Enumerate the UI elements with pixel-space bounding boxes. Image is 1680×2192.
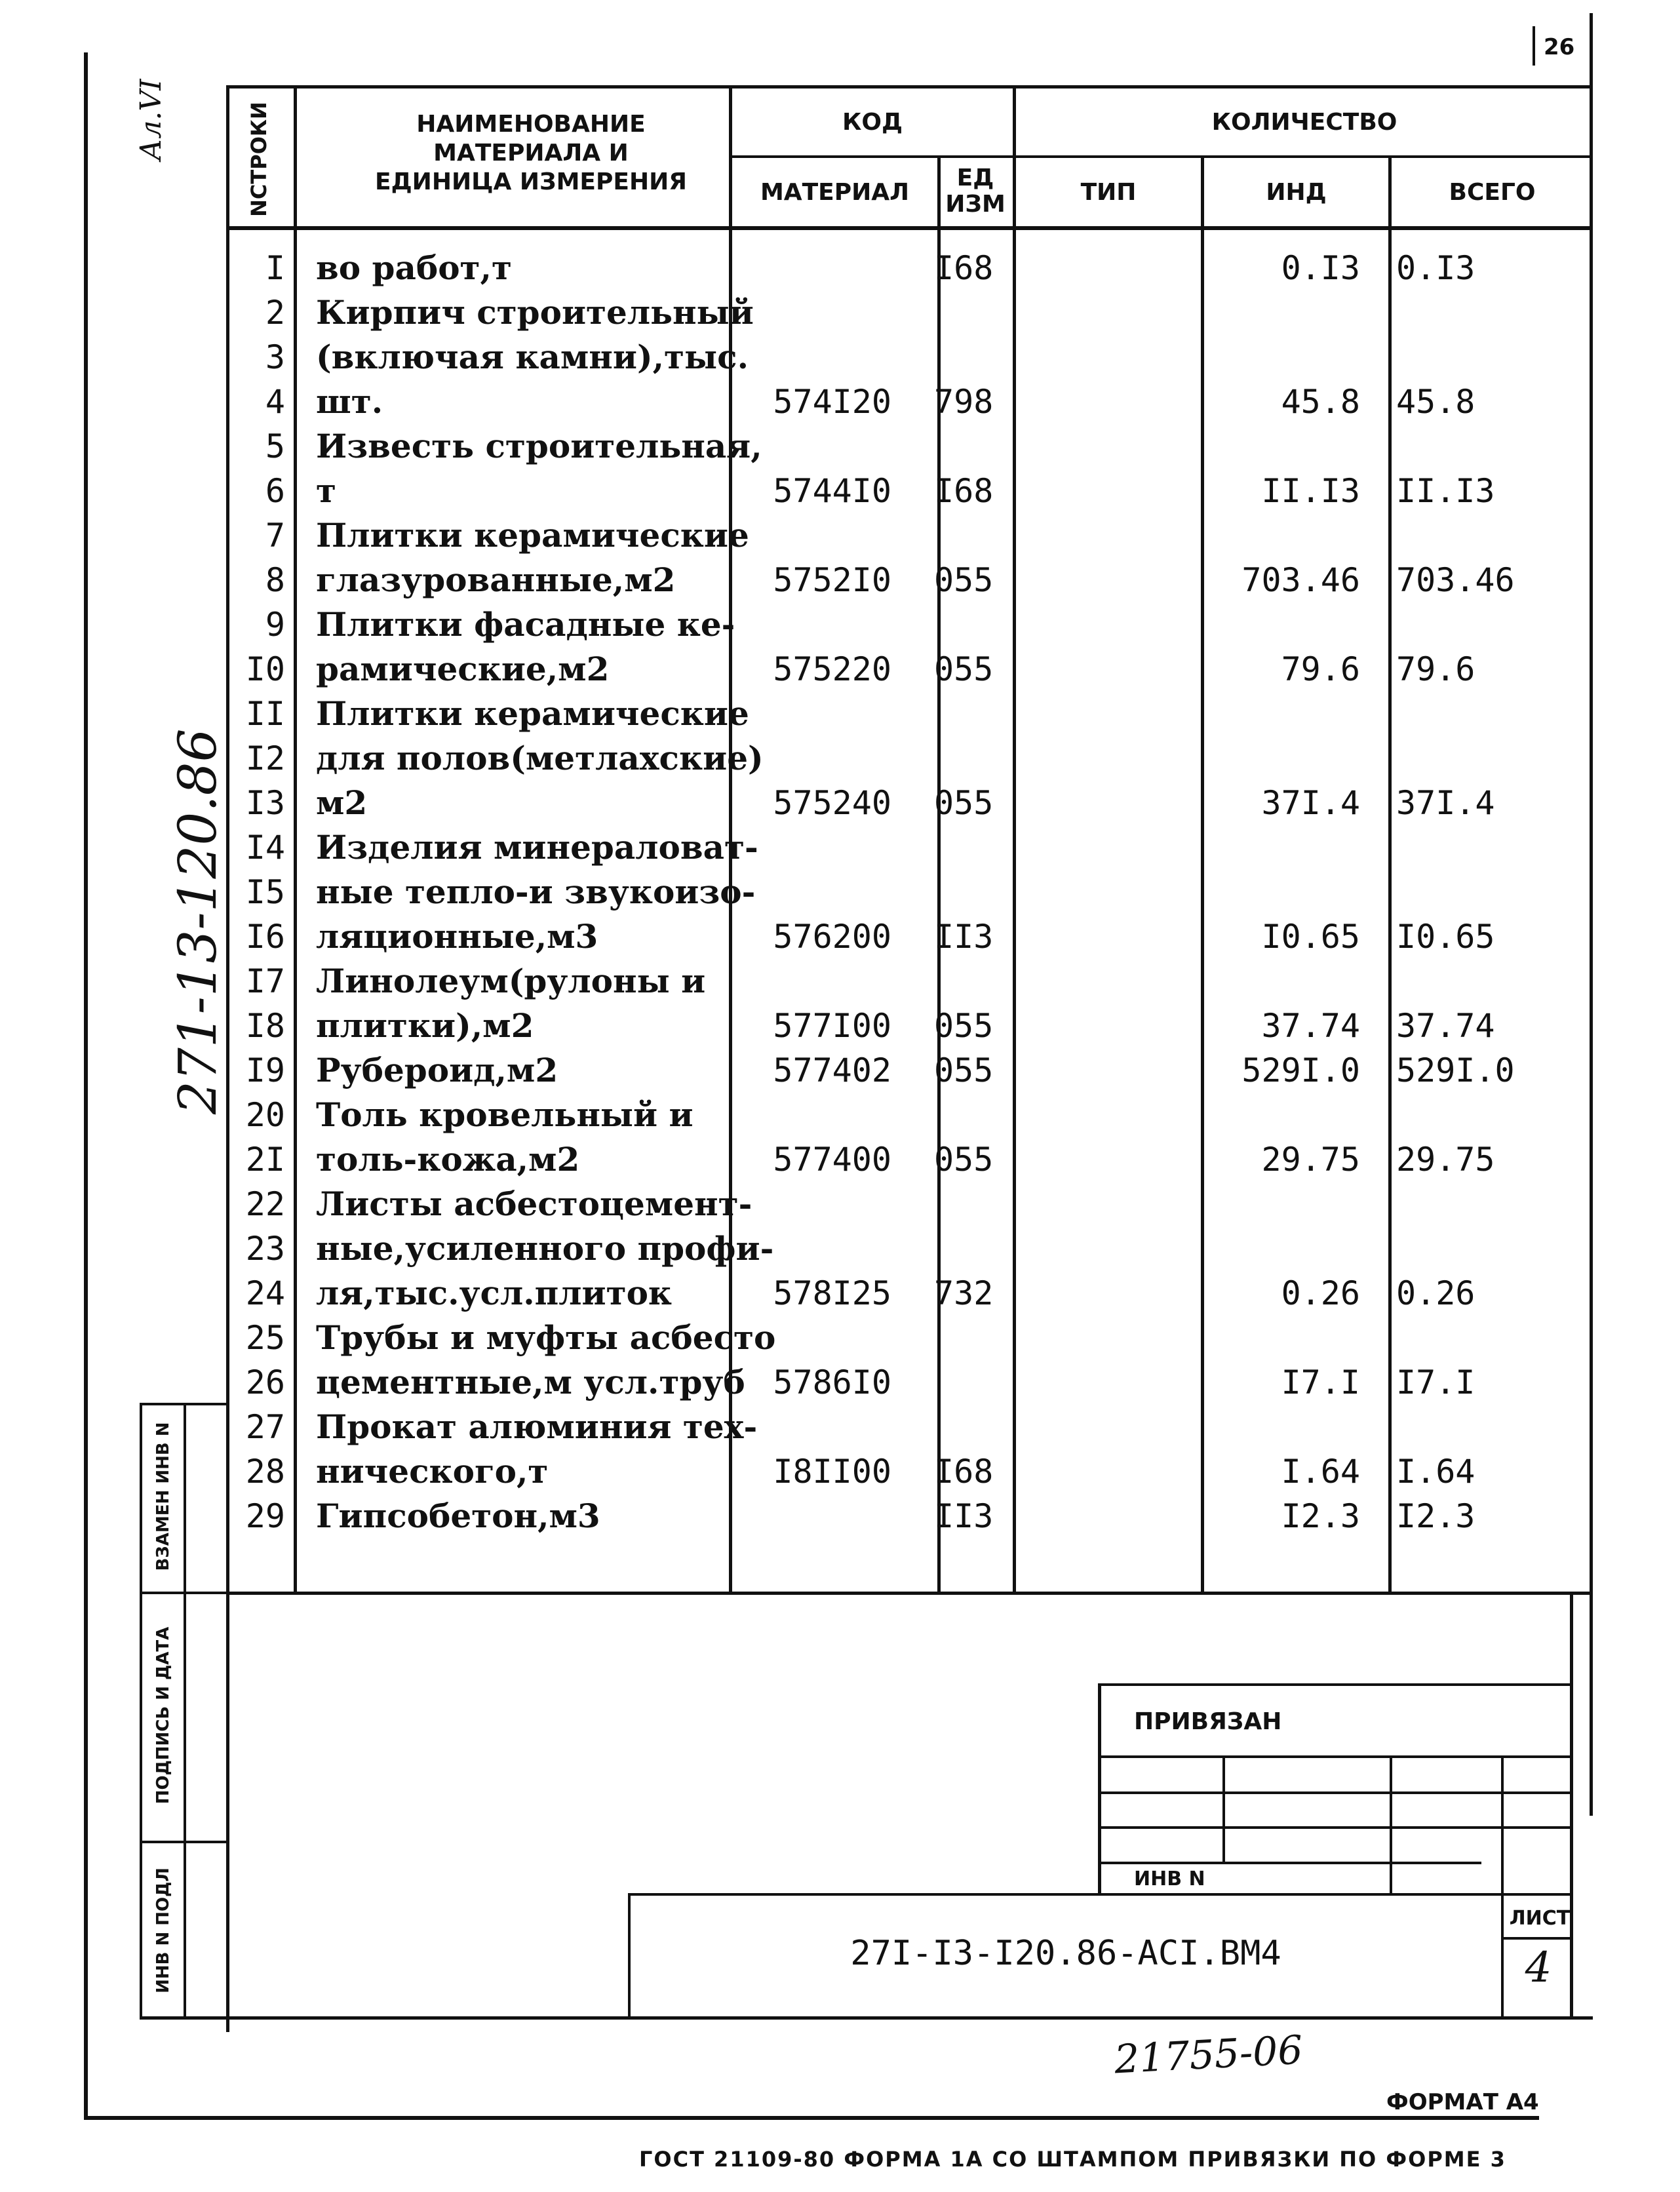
frame-bottom-line: [84, 2116, 1539, 2120]
row-number: I8: [245, 1007, 285, 1045]
row-name: Плитки фасадные ке-: [316, 605, 735, 644]
row-total-qty: I0.65: [1396, 918, 1495, 956]
row-ind-qty: II.I3: [1261, 472, 1360, 510]
row-unit-code: 055: [934, 1007, 994, 1045]
row-number: I3: [245, 784, 285, 822]
row-name: Листы асбестоцемент-: [316, 1184, 752, 1223]
row-ind-qty: 703.46: [1241, 561, 1360, 599]
stamp-bottom-line: [140, 2016, 1593, 2020]
row-number: 8: [265, 561, 285, 599]
table-row: [0, 959, 1680, 1004]
row-unit-code: 798: [934, 383, 994, 421]
header-code: КОД: [842, 109, 903, 136]
footer-gost: ГОСТ 21109-80 ФОРМА 1А СО ШТАМПОМ ПРИВЯЗКИ ПО ФОРМЕ 3: [639, 2147, 1506, 2172]
row-number: 7: [265, 517, 285, 555]
row-name: Кирпич строительный: [316, 293, 754, 332]
row-number: I6: [245, 918, 285, 956]
row-name: Толь кровельный и: [316, 1095, 693, 1134]
row-name: глазурованные,м2: [316, 560, 676, 599]
sheet-number: 4: [1525, 1944, 1552, 1992]
row-number: 9: [265, 606, 285, 644]
row-name: Гипсобетон,м3: [316, 1497, 600, 1535]
row-number: 22: [245, 1185, 285, 1223]
row-total-qty: 37I.4: [1396, 784, 1495, 822]
row-name: во работ,т: [316, 248, 512, 287]
row-material-code: 578I25: [773, 1274, 891, 1312]
row-material-code: 577I00: [773, 1007, 891, 1045]
corner-tick-b: [1590, 13, 1593, 52]
table-row: [0, 380, 1680, 424]
header-type: ТИП: [1080, 179, 1137, 206]
stamp-left-line: [140, 1403, 142, 2019]
header-quantity: КОЛИЧЕСТВО: [1211, 109, 1397, 136]
row-name: ля,тыс.усл.плиток: [316, 1274, 673, 1312]
table-row: [0, 692, 1680, 736]
row-number: 2: [265, 294, 285, 332]
row-ind-qty: 37I.4: [1261, 784, 1360, 822]
row-name: т: [316, 471, 336, 510]
table-row: [0, 781, 1680, 825]
table-row: [0, 1360, 1680, 1405]
sheet-cell-sep: [1501, 1937, 1573, 1940]
table-row: [0, 1271, 1680, 1316]
row-number: 23: [245, 1230, 285, 1268]
row-name: ляционные,м3: [316, 917, 598, 956]
table-row: [0, 914, 1680, 959]
header-total: ВСЕГО: [1449, 179, 1536, 206]
row-name: рамические,м2: [316, 650, 610, 688]
bind-stamp-v1: [1222, 1755, 1225, 1862]
title-block-top: [628, 1893, 1573, 1896]
row-total-qty: 45.8: [1396, 383, 1475, 421]
stamp-sign-date: ПОДПИСЬ И ДАТА: [153, 1626, 173, 1805]
side-doc-code: 271-13-120.86: [167, 728, 228, 1114]
row-number: II: [245, 695, 285, 733]
row-name: Рубероид,м2: [316, 1051, 558, 1089]
row-unit-code: II3: [934, 918, 994, 956]
row-ind-qty: 79.6: [1281, 650, 1360, 688]
row-unit-code: 732: [934, 1274, 994, 1312]
row-ind-qty: 529I.0: [1241, 1051, 1360, 1089]
stamp-sep-1: [140, 1592, 228, 1594]
row-number: I4: [245, 829, 285, 867]
table-row: [0, 1405, 1680, 1449]
row-material-code: 576200: [773, 918, 891, 956]
row-material-code: I8II00: [773, 1453, 891, 1491]
row-ind-qty: I0.65: [1261, 918, 1360, 956]
row-total-qty: 29.75: [1396, 1141, 1495, 1179]
row-material-code: 577402: [773, 1051, 891, 1089]
stamp-sep-2: [140, 1841, 228, 1843]
table-row: [0, 647, 1680, 692]
row-ind-qty: I7.I: [1281, 1363, 1360, 1401]
row-number: 26: [245, 1363, 285, 1401]
row-ind-qty: 29.75: [1261, 1141, 1360, 1179]
stamp-replaces-inv: ВЗАМЕН ИНВ N: [153, 1422, 173, 1571]
row-number: 6: [265, 472, 285, 510]
page-corner-number: 26: [1544, 34, 1575, 60]
table-row: [0, 1182, 1680, 1226]
bottom-handwritten-number: 21755-06: [1113, 2027, 1304, 2083]
row-name: плитки),м2: [316, 1006, 534, 1045]
row-number: I5: [245, 873, 285, 911]
row-name: нического,т: [316, 1452, 549, 1491]
row-number: 5: [265, 427, 285, 465]
row-unit-code: I68: [934, 472, 994, 510]
row-material-code: 5752I0: [773, 561, 891, 599]
row-name: м2: [316, 783, 368, 822]
bind-stamp-title: ПРИВЯЗАН: [1134, 1708, 1282, 1735]
bind-stamp-h4: [1098, 1862, 1481, 1864]
row-name: шт.: [316, 382, 383, 421]
table-row: [0, 602, 1680, 647]
table-top-line: [226, 85, 1593, 88]
table-row: [0, 1316, 1680, 1360]
table-row: [0, 513, 1680, 558]
row-ind-qty: I.64: [1281, 1453, 1360, 1491]
row-ind-qty: 37.74: [1261, 1007, 1360, 1045]
row-material-code: 577400: [773, 1141, 891, 1179]
row-name: ные,усиленного профи-: [316, 1229, 774, 1268]
table-row: [0, 1494, 1680, 1538]
header-ind: ИНД: [1266, 179, 1327, 206]
table-row: [0, 424, 1680, 469]
sheet-mark: Ал.VI: [134, 79, 168, 161]
row-name: Прокат алюминия тех-: [316, 1407, 758, 1446]
table-row: [0, 825, 1680, 870]
row-ind-qty: 45.8: [1281, 383, 1360, 421]
row-unit-code: II3: [934, 1497, 994, 1535]
row-number: 25: [245, 1319, 285, 1357]
sheet-label: ЛИСТ: [1509, 1907, 1571, 1930]
row-total-qty: I7.I: [1396, 1363, 1475, 1401]
row-unit-code: I68: [934, 1453, 994, 1491]
table-row: [0, 1093, 1680, 1137]
format-label: ФОРМАТ А4: [1386, 2089, 1539, 2115]
row-unit-code: 055: [934, 784, 994, 822]
bind-stamp-inv-label: ИНВ N: [1134, 1868, 1205, 1890]
row-total-qty: 0.26: [1396, 1274, 1475, 1312]
row-name: Изделия минераловат-: [316, 828, 758, 867]
row-total-qty: I2.3: [1396, 1497, 1475, 1535]
row-total-qty: 79.6: [1396, 650, 1475, 688]
row-total-qty: 703.46: [1396, 561, 1515, 599]
row-material-code: 5786I0: [773, 1363, 891, 1401]
row-number: 24: [245, 1274, 285, 1312]
stamp-inv-orig: ИНВ N ПОДЛ: [153, 1868, 173, 1993]
header-name: НАИМЕНОВАНИЕ МАТЕРИАЛА И ЕДИНИЦА ИЗМЕРЕНИЯ: [375, 111, 687, 195]
row-name: Плитки керамические: [316, 694, 749, 733]
row-ind-qty: 0.I3: [1281, 249, 1360, 287]
header-row-no: NСТРОКИ: [246, 102, 271, 217]
row-number: 20: [245, 1096, 285, 1134]
row-number: 3: [265, 338, 285, 376]
row-name: толь-кожа,м2: [316, 1140, 580, 1179]
table-row: [0, 736, 1680, 781]
row-number: 4: [265, 383, 285, 421]
row-name: Трубы и муфты асбесто: [316, 1318, 776, 1357]
corner-tick-a: [1533, 26, 1535, 66]
row-number: I9: [245, 1051, 285, 1089]
row-total-qty: II.I3: [1396, 472, 1495, 510]
row-number: 2I: [245, 1141, 285, 1179]
table-row: [0, 335, 1680, 380]
stamp-mid-line: [184, 1403, 186, 2019]
row-name: цементные,м усл.труб: [316, 1363, 745, 1401]
row-number: 29: [245, 1497, 285, 1535]
table-row: [0, 469, 1680, 513]
row-number: I2: [245, 739, 285, 777]
row-name: (включая камни),тыс.: [316, 338, 749, 376]
row-number: 27: [245, 1408, 285, 1446]
row-total-qty: 529I.0: [1396, 1051, 1515, 1089]
row-ind-qty: 0.26: [1281, 1274, 1360, 1312]
header-material: МАТЕРИАЛ: [760, 179, 910, 206]
row-total-qty: I.64: [1396, 1453, 1475, 1491]
row-name: Известь строительная,: [316, 427, 762, 465]
row-unit-code: 055: [934, 1141, 994, 1179]
row-unit-code: I68: [934, 249, 994, 287]
title-doc-code: 27I-I3-I20.86-ACI.BM4: [850, 1934, 1281, 1973]
row-total-qty: 0.I3: [1396, 249, 1475, 287]
row-total-qty: 37.74: [1396, 1007, 1495, 1045]
row-name: для полов(метлахские): [316, 739, 764, 777]
row-unit-code: 055: [934, 650, 994, 688]
table-row: [0, 558, 1680, 602]
row-ind-qty: I2.3: [1281, 1497, 1360, 1535]
table-row: [0, 290, 1680, 335]
row-name: Плитки керамические: [316, 516, 749, 555]
row-material-code: 575220: [773, 650, 891, 688]
header-mid-line: [731, 155, 1593, 158]
table-row: [0, 1226, 1680, 1271]
row-name: ные тепло-и звукоизо-: [316, 872, 756, 911]
table-row: [0, 1449, 1680, 1494]
row-material-code: 575240: [773, 784, 891, 822]
header-unit: ЕД ИЗМ: [945, 165, 1006, 218]
table-row: [0, 1048, 1680, 1093]
table-row: [0, 1004, 1680, 1048]
row-unit-code: 055: [934, 561, 994, 599]
row-unit-code: 055: [934, 1051, 994, 1089]
row-material-code: 574I20: [773, 383, 891, 421]
row-number: I7: [245, 962, 285, 1000]
row-number: I0: [245, 650, 285, 688]
table-row: [0, 246, 1680, 290]
row-number: 28: [245, 1453, 285, 1491]
row-name: Линолеум(рулоны и: [316, 962, 706, 1000]
bind-stamp-top: [1098, 1683, 1573, 1686]
row-number: I: [265, 249, 285, 287]
row-material-code: 5744I0: [773, 472, 891, 510]
table-row: [0, 1137, 1680, 1182]
table-row: [0, 870, 1680, 914]
bind-stamp-v2: [1390, 1755, 1392, 1893]
